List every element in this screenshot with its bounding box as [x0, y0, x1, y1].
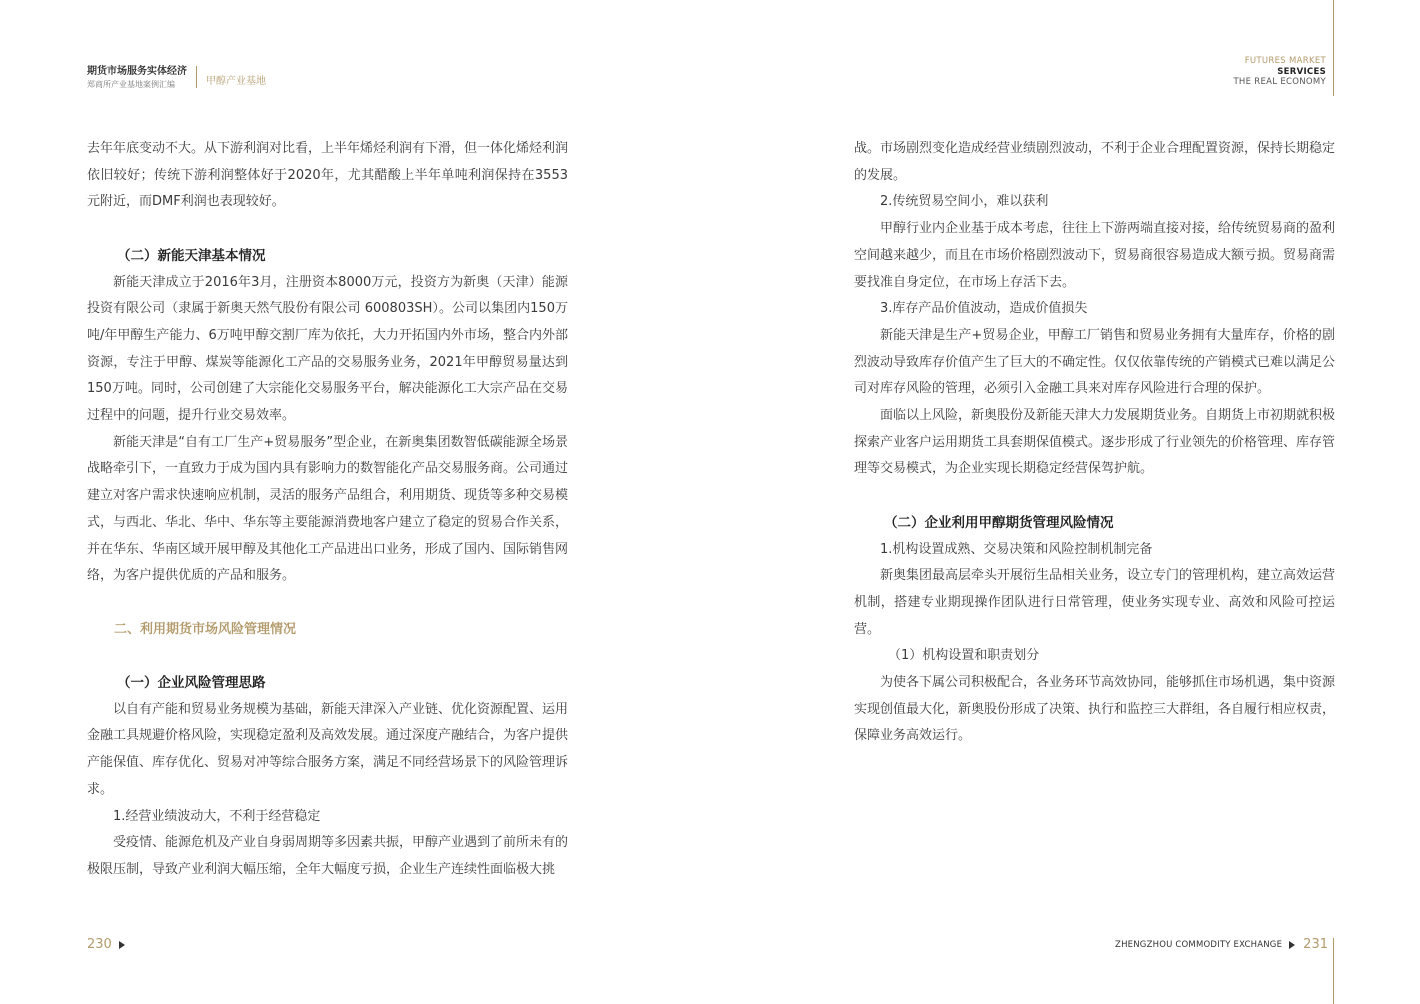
left-page-footer — [87, 937, 125, 952]
paragraph: 战。市场剧烈变化造成经营业绩剧烈波动，不利于企业合理配置资源，保持长期稳定的发展。 — [854, 141, 1336, 183]
section-name: 甲醇产业基地 — [206, 76, 266, 87]
paragraph: 新奥集团最高层牵头开展衍生品相关业务，设立专门的管理机构，建立高效运营机制，搭建专业期现操作团队进行日常管理，使业务实现专业、高效和风险可控运营。 — [854, 568, 1336, 637]
numbered-subheading: 1.经营业绩波动大，不利于经营稳定 — [113, 808, 321, 824]
spacer — [87, 643, 568, 670]
numbered-subheading: 2.传统贸易空间小，难以获利 — [880, 194, 1049, 210]
left-page-column — [87, 136, 568, 884]
page-number-left: 230 — [87, 937, 112, 952]
paragraph: 甲醇行业内企业基于成本考虑，往往上下游两端直接对接，给传统贸易商的盈利空间越来越少，而且在市场价格剧烈波动下，贸易商很容易造成大额亏损。贸易商需要找准自身定位，在市场上存活下去。 — [854, 221, 1336, 290]
running-header-left — [87, 66, 266, 89]
spacer — [87, 590, 568, 617]
running-header-right — [1233, 56, 1326, 88]
paragraph: 受疫情、能源危机及产业自身弱周期等多因素共振，甲醇产业遇到了前所未有的极限压制，导致产业利润大幅压缩，全年大幅度亏损，企业生产连续性面临极大挑 — [87, 835, 569, 877]
header-right-line1: FUTURES MARKET — [1244, 56, 1326, 66]
numbered-subheading: （1）机构设置和职责划分 — [888, 648, 1040, 664]
spacer — [87, 216, 568, 243]
header-right-line3: THE REAL ECONOMY — [1233, 77, 1326, 87]
page-edge-rule-top — [1333, 0, 1334, 96]
exchange-name: ZHENGZHOU COMMODITY EXCHANGE — [1115, 939, 1283, 950]
paragraph: 新能天津成立于2016年3月，注册资本8000万元，投资方为新奥（天津）能源投资有限公司（隶属于新奥天然气股份有限公司 600803SH）。公司以集团内150万吨/年甲醇生产能力、6万吨甲醇交割厂库为依托，大力开拓国内外市场，整合内外部资源，专注于甲醇、煤炭等能源化工产品的交易服务业务，2021年甲醇贸易量达到150万吨。同时，公司创建了大宗能化交易服务平台，解决能源化工大宗产品在交易过程中的问题，提升行业交易效率。 — [87, 274, 568, 424]
right-page-column — [854, 136, 1335, 750]
page-number-right: 231 — [1303, 937, 1328, 952]
subheading-risk-approach: （一）企业风险管理思路 — [117, 675, 266, 692]
header-right-line2: SERVICES — [1277, 66, 1326, 77]
subheading-futures-usage: （二）企业利用甲醇期货管理风险情况 — [884, 514, 1114, 531]
numbered-subheading: 3.库存产品价值波动，造成价值损失 — [880, 301, 1088, 317]
paragraph: 去年年底变动不大。从下游利润对比看，上半年烯烃利润有下滑，但一体化烯烃利润依旧较好；传统下游利润整体好于2020年，尤其醋酸上半年单吨利润保持在3553元附近，而DMF利润也表现较好。 — [87, 141, 569, 210]
right-page-footer — [1115, 937, 1328, 952]
triangle-right-icon — [1289, 941, 1295, 949]
paragraph: 面临以上风险，新奥股份及新能天津大力发展期货业务。自期货上市初期就积极探索产业客户运用期货工具套期保值模式。逐步形成了行业领先的价格管理、库存管理等交易模式，为企业实现长期稳定经营保驾护航。 — [854, 408, 1336, 477]
section-heading-risk-management: 二、利用期货市场风险管理情况 — [114, 621, 297, 637]
paragraph: 新能天津是生产+贸易企业，甲醇工厂销售和贸易业务拥有大量库存，价格的剧烈波动导致库存价值产生了巨大的不确定性。仅仅依靠传统的产销模式已难以满足公司对库存风险的管理，必须引入金融工具来对库存风险进行合理的保护。 — [854, 327, 1336, 397]
page-edge-rule-bottom — [1333, 938, 1334, 1004]
book-title-block — [87, 66, 187, 89]
subheading-tianjin-basics: （二）新能天津基本情况 — [117, 247, 266, 264]
numbered-subheading: 1.机构设置成熟、交易决策和风险控制机制完备 — [880, 541, 1153, 557]
spacer — [854, 483, 1335, 510]
paragraph: 新能天津是“自有工厂生产+贸易服务”型企业，在新奥集团数智低碳能源全场景战略牵引下，一直致力于成为国内具有影响力的数智能化产品交易服务商。公司通过建立对客户需求快速响应机制，灵活的服务产品组合，利用期货、现货等多种交易模式，与西北、华北、华中、华东等主要能源消费地客户建立了稳定的贸易合作关系，并在华东、华南区域开展甲醇及其他化工产品进出口业务，形成了国内、国际销售网络，为客户提供优质的产品和服务。 — [87, 434, 569, 584]
paragraph: 以自有产能和贸易业务规模为基础，新能天津深入产业链、优化资源配置、运用金融工具规避价格风险，实现稳定盈利及高效发展。通过深度产融结合，为客户提供产能保值、库存优化、贸易对冲等综合服务方案，满足不同经营场景下的风险管理诉求。 — [87, 701, 569, 797]
header-divider — [196, 66, 197, 88]
book-subtitle: 郑商所产业基地案例汇编 — [87, 79, 175, 89]
book-title: 期货市场服务实体经济 — [87, 66, 187, 77]
triangle-right-icon — [119, 941, 125, 949]
paragraph: 为使各下属公司积极配合，各业务环节高效协同，能够抓住市场机遇，集中资源实现创值最大化，新奥股份形成了决策、执行和监控三大群组，各自履行相应权责，保障业务高效运行。 — [854, 675, 1336, 744]
